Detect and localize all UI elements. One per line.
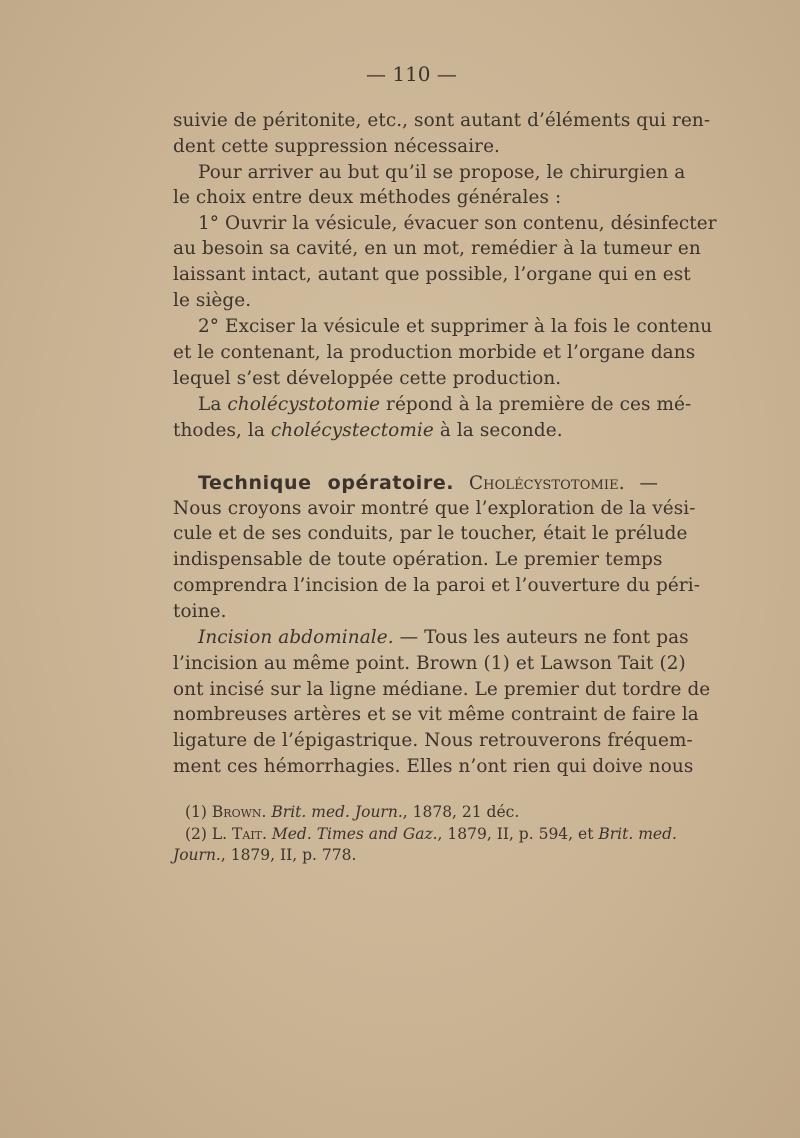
text-line: et le contenant, la production morbide et l’organe dans (173, 342, 696, 363)
paragraph-start: 2° Exciser la vésicule et supprimer à la fois le contenu (198, 316, 713, 337)
italic-term: cholécystotomie (227, 394, 381, 415)
footnote-2 (185, 824, 677, 844)
text-run: La (198, 394, 222, 415)
text-line: le siège. (173, 290, 252, 311)
text-line: indispensable de toute opération. Le premier temps (173, 549, 663, 570)
text-line: Nous croyons avoir montré que l’exploration de la vési- (173, 498, 696, 519)
footnote-journal: Med. Times and Gaz. (271, 825, 438, 843)
section-heading-line (198, 471, 658, 496)
text-line: au besoin sa cavité, en un mot, remédier à la tumeur en (173, 238, 701, 259)
footnote-author: Tait. (232, 825, 267, 843)
text-line: dent cette suppression nécessaire. (173, 136, 501, 157)
page-number: — 110 — (366, 62, 457, 86)
text-line: cule et de ses conduits, par le toucher, était le prélude (173, 523, 688, 544)
italic-term: cholécystectomie (270, 420, 434, 441)
footnote-journal: Journ. (173, 846, 221, 864)
italic-subheading: Incision abdominale. (198, 627, 394, 648)
paragraph-start: Pour arriver au but qu’il se propose, le chirurgien a (198, 162, 686, 183)
dash: — (639, 473, 658, 494)
text-line: comprendra l’incision de la paroi et l’ouverture du péri- (173, 575, 701, 596)
text-line: laissant intact, autant que possible, l’organe qui en est (173, 264, 691, 285)
footnote-ref: , 1879, II, p. 594, et (437, 825, 594, 843)
text-line: ment ces hémorrhagies. Elles n’ont rien qui doive nous (173, 756, 694, 777)
footnote-author: Brown. (211, 803, 267, 821)
text-run: répond à la première de ces mé- (386, 394, 692, 415)
footnote-journal: Brit. med. (598, 825, 677, 843)
footnote-1 (185, 802, 519, 822)
text-line: suivie de péritonite, etc., sont autant d’éléments qui ren- (173, 110, 711, 131)
text-line: ligature de l’épigastrique. Nous retrouverons fréquem- (173, 730, 693, 751)
text-line: ont incisé sur la ligne médiane. Le premier dut tordre de (173, 679, 711, 700)
paragraph-start (198, 393, 692, 417)
text-line: nombreuses artères et se vit même contraint de faire la (173, 704, 699, 725)
section-heading: Technique opératoire. (198, 472, 455, 494)
text-line: l’incision au même point. Brown (1) et Lawson Tait (2) (173, 653, 686, 674)
footnote-ref: , 1878, 21 déc. (402, 803, 520, 821)
text-line: le choix entre deux méthodes générales : (173, 187, 562, 208)
footnote-marker: (2) L. (185, 825, 228, 843)
text-run: à la seconde. (439, 420, 563, 441)
text-line: lequel s’est développée cette production. (173, 368, 562, 389)
footnote-2-continued (173, 845, 356, 865)
text-run: — Tous les auteurs ne font pas (399, 627, 689, 648)
text-line: toine. (173, 601, 227, 622)
footnote-journal: Brit. med. Journ. (271, 803, 403, 821)
footnote-marker: (1) (185, 803, 207, 821)
text-run: thodes, la (173, 420, 265, 441)
footnote-ref: , 1879, II, p. 778. (220, 846, 357, 864)
paragraph-start (198, 626, 689, 650)
text-line (173, 419, 563, 443)
subsection-title: Cholécystotomie. (468, 473, 625, 494)
paragraph-start: 1° Ouvrir la vésicule, évacuer son contenu, désinfecter (198, 213, 717, 234)
